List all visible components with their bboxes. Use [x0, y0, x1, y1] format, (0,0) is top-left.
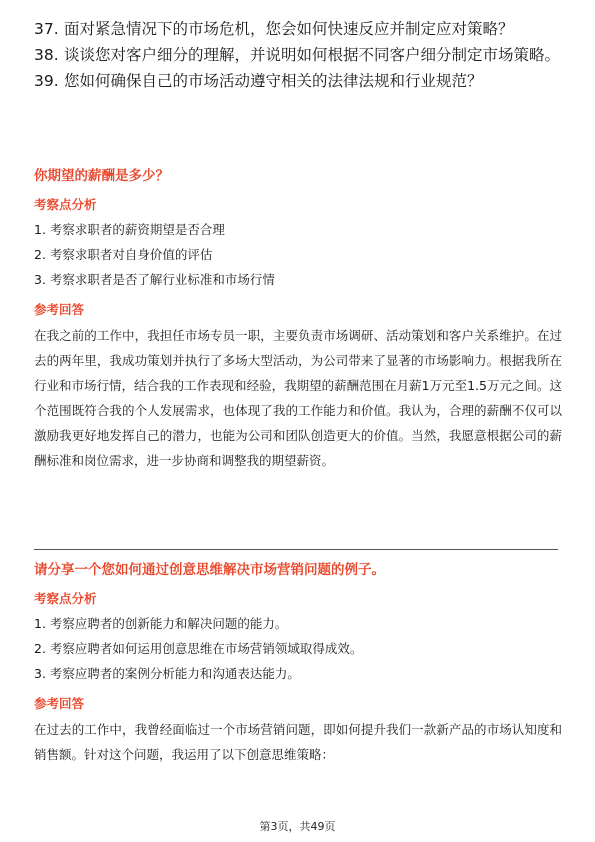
analysis-point: 2. 考察应聘者如何运用创意思维在市场营销领域取得成效。 — [34, 641, 363, 656]
question-text: 您如何确保自己的市场活动遵守相关的法律法规和行业规范？ — [64, 72, 483, 90]
creative-thinking-section — [34, 560, 562, 767]
question-number: 39. — [34, 72, 59, 90]
section-divider — [34, 549, 558, 550]
analysis-point: 2. 考察求职者对自身价值的评估 — [34, 247, 213, 262]
salary-question-section — [34, 166, 562, 473]
analysis-heading: 考察点分析 — [34, 197, 97, 212]
analysis-heading: 考察点分析 — [34, 591, 97, 606]
answer-paragraph: 在我之前的工作中，我担任市场专员一职，主要负责市场调研、活动策划和客户关系维护。在过去的两年里，我成功策划并执行了多场大型活动，为公司带来了显著的市场影响力。根据我所在行业和市场行情，结合我的工作表现和经验，我期望的薪酬范围在月薪1万元至1.5万元之间。这个范围既符合我的个人发展需求，也体现了我的工作能力和价值。我认为，合理的薪酬不仅可以激励我更好地发挥自己的潜力，也能为公司和团队创造更大的价值。当然，我愿意根据公司的薪酬标准和岗位需求，进一步协商和调整我的期望薪资。 — [34, 328, 562, 468]
answer-heading: 参考回答 — [34, 696, 85, 711]
analysis-point: 1. 考察求职者的薪资期望是否合理 — [34, 222, 225, 237]
list-item — [34, 44, 562, 66]
question-number: 38. — [34, 46, 59, 64]
page-footer: 第3页，共49页 — [259, 820, 336, 833]
question-text: 谈谈您对客户细分的理解，并说明如何根据不同客户细分制定市场策略。 — [64, 46, 561, 64]
analysis-point: 3. 考察求职者是否了解行业标准和市场行情 — [34, 272, 275, 287]
list-item — [34, 18, 562, 40]
question-number: 37. — [34, 20, 59, 38]
list-item — [34, 70, 562, 92]
answer-heading: 参考回答 — [34, 302, 85, 317]
question-text: 面对紧急情况下的市场危机，您会如何快速反应并制定应对策略？ — [64, 20, 514, 38]
analysis-point: 3. 考察应聘者的案例分析能力和沟通表达能力。 — [34, 666, 300, 681]
answer-paragraph: 在过去的工作中，我曾经面临过一个市场营销问题，即如何提升我们一款新产品的市场认知度和销售额。针对这个问题，我运用了以下创意思维策略： — [34, 722, 562, 762]
section-question-title: 你期望的薪酬是多少？ — [34, 168, 169, 184]
section-question-title: 请分享一个您如何通过创意思维解决市场营销问题的例子。 — [34, 562, 385, 578]
question-list — [34, 18, 562, 96]
analysis-point: 1. 考察应聘者的创新能力和解决问题的能力。 — [34, 616, 288, 631]
